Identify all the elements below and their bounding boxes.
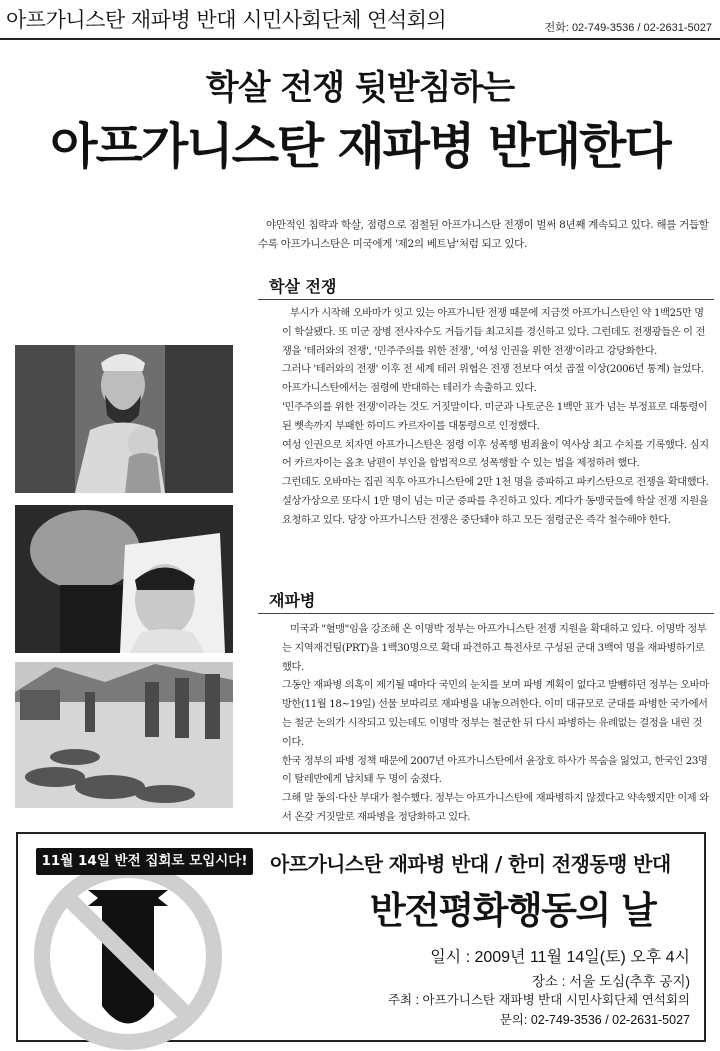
paragraph: 그런데도 오바마는 집권 직후 아프가니스탄에 2만 1천 명을 증파하고 파키스탄으로 전쟁을 확대했다. 설상가상으로 또다시 1만 명이 넘는 미군 증파를 추진하고 있다. 게다가 동맹국들에 학살 전쟁 지원을 요청하고 있다. 당장 아프가니스탄 전쟁은 중단돼야 하고 모든 점령군은 즉각 철수해야 한다.: [282, 477, 709, 526]
section-heading-redeploy: 재파병: [269, 591, 316, 610]
rally-call-badge: 11월 14일 반전 집회로 모입시다!: [36, 848, 253, 875]
org-name: 아프가니스탄 재파병 반대 시민사회단체 연석회의: [6, 8, 447, 32]
page-header: [0, 0, 720, 40]
photo-man-and-child: [15, 345, 233, 493]
rally-banner: [16, 832, 706, 1042]
header-phone: 전화: 02-749-3536 / 02-2631-5027: [544, 22, 712, 34]
banner-title: 반전평화행동의 날: [370, 889, 656, 932]
paragraph: 그해 말 동의·다산 부대가 철수했다. 정부는 아프가니스탄에 재파병하지 않겠다고 약속했지만 이제 와서 온갖 거짓말로 재파병을 정당화하고 있다.: [282, 793, 709, 823]
intro-text: 야만적인 침략과 학살, 점령으로 점철된 아프가니스탄 전쟁이 벌써 8년째 계속되고 있다. 해를 거듭할수록 아프가니스탄은 미국에게 '제2의 베트남'처럼 되고 있다.: [258, 219, 709, 250]
headline-main: 아프가니스탄 재파병 반대한다: [50, 118, 670, 175]
banner-subtitle: 아프가니스탄 재파병 반대 / 한미 전쟁동맹 반대: [270, 852, 671, 876]
section-body-redeploy: [282, 621, 710, 828]
photo-soldiers-scene: [15, 662, 233, 808]
photo-funeral-portrait: [15, 505, 233, 653]
paragraph: 미국과 "혈맹"임을 강조해 온 이명박 정부는 아프가니스탄 전쟁 지원을 확대하고 있다. 이명박 정부는 지역재건팀(PRT)을 1백30명으로 확대 파견하고 특전사로 구성된 군대 3백여 명을 재파병하기로 했다.: [282, 624, 707, 673]
paragraph: 한국 정부의 파병 정책 때문에 2007년 아프가니스탄에서 윤장호 하사가 목숨을 잃었고, 한국인 23명이 탈레반에게 납치돼 두 명이 숨졌다.: [282, 755, 708, 786]
section-divider: [258, 299, 714, 300]
event-host: 주최 : 아프가니스탄 재파병 반대 시민사회단체 연석회의: [387, 993, 690, 1007]
event-place: 장소 : 서울 도심(추후 공지): [531, 974, 690, 989]
section-divider: [258, 613, 714, 614]
section-body-massacre: [282, 305, 710, 531]
no-war-symbol-icon: [28, 856, 228, 1051]
paragraph: 그동안 재파병 의혹이 제기될 때마다 국민의 눈치를 보며 파병 계획이 없다고 발뺌하던 정부는 오바마 방한(11월 18~19일) 선물 보따리로 재파병을 내놓으려한다. 이미 대규모로 군대를 파병한 국가에서는 철군 논의가 시작되고 있는데도 이명박 정부는 철군한 뒤 다시 파병하는 유례없는 결정을 내린 것이다.: [282, 680, 709, 748]
event-date: 일시 : 2009년 11월 14일(토) 오후 4시: [430, 949, 690, 966]
paragraph: 부시가 시작해 오바마가 잇고 있는 아프가니탄 전쟁 때문에 지금껏 아프가니스탄인 약 1백25만 명이 학살됐다. 또 미군 장병 전사자수도 거듭기듭 최고치를 경신하고 있다. 그런데도 전쟁광들은 이 전쟁을 '테러와의 전쟁', '민주주의를 위한 전쟁', '여성 인권을 위한 전쟁'이라고 강당화한다.: [282, 308, 705, 357]
event-contact: 문의: 02-749-3536 / 02-2631-5027: [499, 1013, 690, 1027]
paragraph: '민주주의를 위한 전쟁'이라는 것도 거짓말이다. 미군과 나토군은 1백만 표가 넘는 부정표로 대통령이 된 뼛속까지 부패한 하미드 카르자이를 대통령으로 인정했다.: [282, 401, 708, 432]
section-heading-massacre: 학살 전쟁: [269, 277, 337, 296]
paragraph: 그러나 '테러와의 전쟁' 이후 전 세계 테러 위협은 전쟁 전보다 여섯 곱절 이상(2006년 통계) 늘었다. 아프가니스탄에서는 점령에 반대하는 테러가 속출하고 있다.: [282, 364, 704, 395]
paragraph: 여성 인권으로 치자면 아프가니스탄은 점령 이후 성폭행 범죄율이 역사상 최고 수치를 기록했다. 심지어 카르자이는 올초 남편이 부인을 합법적으로 성폭행할 수 있는 법을 제정하려 했다.: [282, 439, 709, 470]
headline-sub: 학살 전쟁 뒷받침하는: [205, 68, 515, 108]
